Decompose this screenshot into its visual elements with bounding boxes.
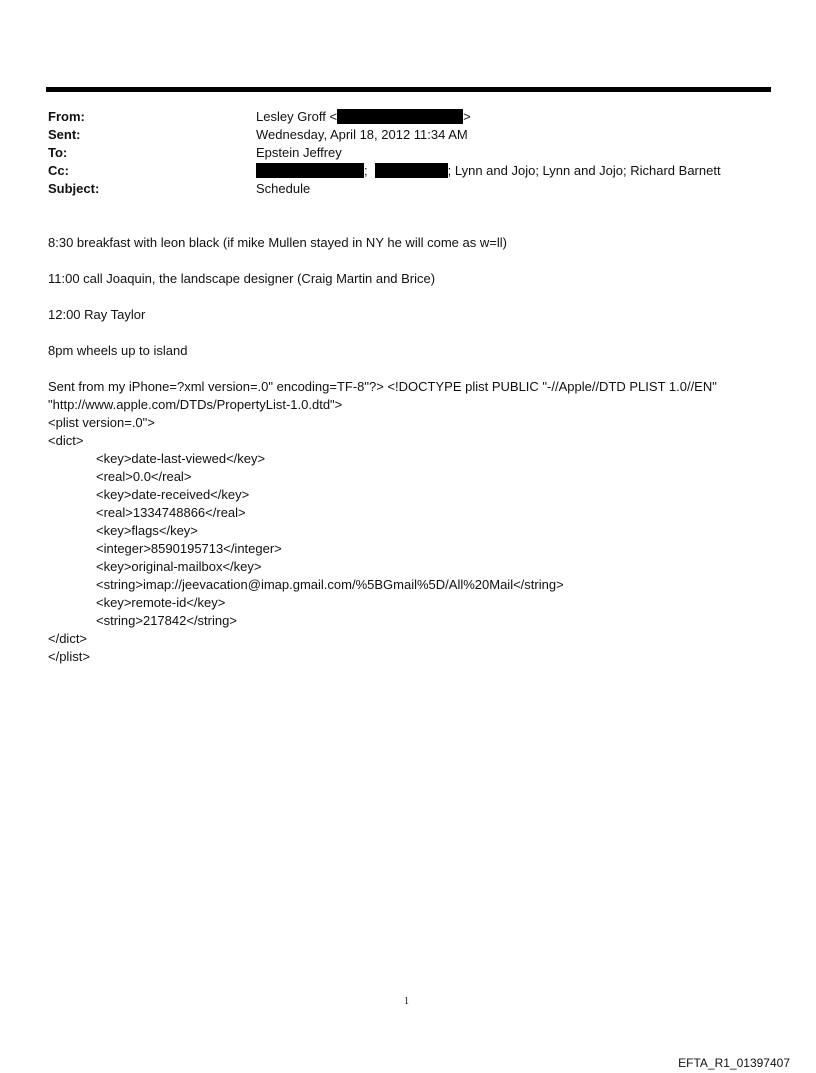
- to-label: To:: [48, 145, 68, 160]
- redaction-box: [337, 109, 463, 124]
- schedule-line-4: 8pm wheels up to island: [48, 343, 188, 358]
- plist-line: "http://www.apple.com/DTDs/PropertyList-1.0.dtd">: [48, 397, 343, 412]
- plist-line: Sent from my iPhone=?xml version=.0" encoding=TF-8"?> <!DOCTYPE plist PUBLIC "-//Apple//DTD PLIST 1.0//EN": [48, 379, 717, 394]
- plist-line: <key>flags</key>: [96, 523, 198, 538]
- sent-label: Sent:: [48, 127, 81, 142]
- cc-value: [256, 163, 721, 178]
- from-label: From:: [48, 109, 85, 124]
- to-value: Epstein Jeffrey: [256, 145, 342, 160]
- subject-value: Schedule: [256, 181, 311, 196]
- page-number: 1: [404, 996, 409, 1007]
- redaction-box: [256, 163, 364, 178]
- plist-line: <key>date-received</key>: [96, 487, 250, 502]
- plist-line: <string>imap://jeevacation@imap.gmail.com/%5BGmail%5D/All%20Mail</string>: [96, 577, 564, 592]
- redaction-box: [375, 163, 448, 178]
- cc-separator: ;: [364, 163, 368, 178]
- from-close: >: [463, 109, 471, 124]
- plist-line: <dict>: [48, 433, 84, 448]
- document-id: EFTA_R1_01397407: [678, 1056, 790, 1070]
- from-value: [256, 109, 471, 124]
- header-rule: [46, 87, 771, 92]
- plist-line: <key>original-mailbox</key>: [96, 559, 262, 574]
- sent-value: Wednesday, April 18, 2012 11:34 AM: [256, 127, 468, 142]
- plist-line: </dict>: [48, 631, 88, 646]
- from-name: Lesley Groff <: [256, 109, 338, 124]
- plist-line: <real>1334748866</real>: [96, 505, 246, 520]
- schedule-line-2: 11:00 call Joaquin, the landscape designer (Craig Martin and Brice): [48, 271, 436, 286]
- plist-line: <key>date-last-viewed</key>: [96, 451, 266, 466]
- plist-line: <key>remote-id</key>: [96, 595, 226, 610]
- schedule-line-1: 8:30 breakfast with leon black (if mike Mullen stayed in NY he will come as w=ll): [48, 235, 507, 250]
- plist-line: </plist>: [48, 649, 90, 664]
- plist-line: <integer>8590195713</integer>: [96, 541, 282, 556]
- cc-recipients: ; Lynn and Jojo; Lynn and Jojo; Richard Barnett: [447, 163, 721, 178]
- cc-label: Cc:: [48, 163, 69, 178]
- plist-line: <string>217842</string>: [96, 613, 237, 628]
- subject-label: Subject:: [48, 181, 100, 196]
- plist-line: <real>0.0</real>: [96, 469, 192, 484]
- schedule-line-3: 12:00 Ray Taylor: [48, 307, 146, 322]
- plist-line: <plist version=.0">: [48, 415, 155, 430]
